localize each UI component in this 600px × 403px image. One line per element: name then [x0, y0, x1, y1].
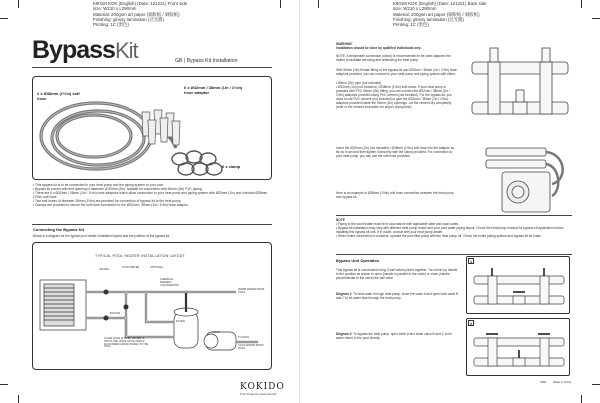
example-paragraph: Here is an example of Ø38mm (1½in) soft hose connection between the heat pump and bypass kit. [336, 191, 454, 199]
made-in-china: Made in China [553, 380, 572, 384]
hose-label: 2 x Ø38mm (1½in) soft hose [37, 91, 80, 101]
installation-layout-diagram [36, 262, 268, 366]
diagram-title: TYPICAL POOL HEATER INSTALLATION LAYOUT [95, 254, 185, 258]
crop-mark [18, 395, 19, 403]
warning-subtitle: Installation should be done by qualified individuals only. [336, 46, 422, 50]
fitting-paragraph: With 50mm (2in) female fitting of the bypass kit and Ø32mm / 38mm (1in / 1½in) hose adaptors provided, you can connect to your heat pump and piping system with either: [336, 68, 457, 76]
product-code: K901 [540, 380, 547, 384]
note-item: • When entire connection is complete, operate the pool filter pump with the heat pump off. Check the entire piping system and bypass kit for leaks. [336, 234, 572, 238]
label-close-valve-note: CLOSE VALVE @ WHEN HEATER IS NOT IN USE. LEAVE VALVE OPEN IF NO FILTERED WATER PASSES TO THE POOL [104, 337, 149, 349]
intro-bullets [33, 183, 273, 208]
hose-adaptors-illustration [138, 108, 198, 148]
diagram-1-caption: Diagram 1: To heat water through heat pump: close the valve A and open both valve B and C to let water flow through the heat pump. [336, 292, 459, 300]
back-page [300, 0, 600, 403]
label-filter: FILTER [176, 320, 185, 323]
valve-diagram-1 [470, 262, 568, 312]
heat-pump-connection-illustration [468, 140, 572, 220]
operation-body: This bypass kit is constructed using 3 ball valves joined together. Turn their top handle to the position as shown to open (handle in parallel to the valve) or close (handle perpendicular to the valve) the ball valve. [336, 268, 458, 280]
installation-notes [336, 222, 572, 238]
crop-mark [592, 384, 600, 385]
print-spec-header: K901M KOK (English) (Date: 121221) Front side size: W210 x L290mm Material: 200gsm art paper (铜版纸 / 铜版纸) Finishing: glossy lamination (过光膜) Printing: 1C (黑色) [93, 1, 188, 28]
clamp-label: 6 x clamp [222, 164, 241, 169]
crop-mark [318, 0, 319, 8]
page-subtitle: GB | Bypass Kit Installation [175, 58, 238, 64]
label-pump: PUMP [212, 331, 220, 334]
connecting-body: Below is a diagram for the typical pool heater installation layout and the position of the bypass kit. [33, 234, 171, 238]
bullet-item: • Two soft hoses of diameter 38mm (1½in) are provided for connection of bypass kit to the heat pump. [33, 199, 273, 203]
label-flow-meter: FLOW METER [122, 266, 140, 269]
label-valves: VALVES [99, 268, 109, 271]
step-1-badge: 1 [469, 259, 473, 264]
adaptor-label: 6 x Ø32mm / 38mm (1in / 1½in) hose adaptor [184, 85, 243, 95]
option-item: • Ø32mm (1in) (not included) / Ø38mm (1½in) soft hoses. If your heat pump is provided with PVC 50mm (2in) fitting, you can connect the Ø32mm / 38mm (1in / 1½in) adaptors provided using PVC cement (not included). For the bypass kit, you need to use PVC cement (not included) to glue the Ø32mm / 38mm (1in / 1½in) adaptors provided inside the 50mm (2in) openings. Let the cement dry completely (refer to the cement instruction for proper drying time). [336, 85, 458, 109]
label-chemical-feeder: CHEMICAL FEEDER / CHLORINATOR [160, 278, 179, 287]
note-item: • Piping to the pool heater must be in accordance with applicable state and local codes. [336, 222, 572, 226]
bullet-item: • Bypass kit comes with end opening in diameter of 50mm (2in), suitable for connection with 50mm (2in) PVC piping. [33, 187, 273, 191]
warning-title: WARNING! [336, 42, 353, 46]
connecting-heading: Connecting the Bypass Kit [33, 227, 84, 232]
operation-heading: Bypass Unit Operation [336, 258, 380, 263]
bullet-item: • This bypass kit is to be connected to your heat pump and the piping system to your pool. [33, 183, 273, 187]
title-divider [32, 67, 272, 68]
kokido-tagline: Pool Products International [240, 392, 277, 396]
bypass-kit-top-illustration [468, 40, 572, 135]
option-item: • 50mm (2in) pipe (not included) [336, 81, 458, 85]
diagram-2-caption: Diagram 2: To bypass the heat pump, open valve A and close valve B and C to let water return to the pool directly. [336, 332, 452, 340]
label-optional: OPTIONAL [150, 266, 164, 269]
crop-mark [581, 0, 582, 8]
operation-divider [336, 254, 572, 255]
note-item: • Bypass kit installation may vary with different heat pump model and your pool water piping layout. Check the heat pump manual for bypass kit application before installing this bypass kit unit. If in doubt, consult with your heat pump dealer. [336, 226, 572, 234]
connection-options [336, 81, 458, 109]
crop-mark [592, 18, 600, 19]
print-spec-header: K901M KOK (English) (Date: 121221) Back side size: W210 x L290mm Material: 200gsm art paper (铜版纸 / 铜版纸) Finishing: glossy lamination (过光膜) Printing: 1C (黑色) [393, 1, 487, 28]
crop-mark [0, 384, 8, 385]
clamps-illustration [170, 145, 240, 177]
label-to-pool: TO POOL [238, 336, 250, 339]
valve-diagram-2 [470, 324, 568, 374]
union-note: NOTE: A detachable connection (union) is recommended to be used adjacent the heater to facilitate servicing and winterizing the heat pump. [336, 54, 451, 62]
kokido-logo: KOKIDO [240, 382, 285, 392]
hose-insert-paragraph: Insert the Ø32mm (1in) (not included) / Ø38mm (1½in) soft hose into the adaptor as far as it can and then tighten it securely with the clamp provided. For connection to your heat pump, you can use the soft hose provided. [336, 146, 454, 158]
label-bypass: BYPASS [110, 312, 121, 315]
label-warm-water: WARM WATER FROM POOL [238, 288, 265, 294]
bullet-item: • Clamps are provided to secure the soft hose connection to the Ø32mm / 38mm (1in / 1½in) hose adaptor. [33, 203, 273, 207]
section-divider [32, 224, 272, 225]
page-title: BypassKit [32, 36, 138, 64]
step-2-badge: 2 [469, 321, 473, 326]
note-divider [336, 215, 572, 216]
note-title: NOTE [336, 218, 345, 222]
crop-mark [581, 395, 582, 403]
crop-mark [0, 18, 8, 19]
crop-mark [280, 0, 281, 8]
label-cold-water: COLD WATER FROM POOL [238, 344, 264, 350]
crop-mark [18, 0, 19, 8]
bullet-item: • There are 6 x Ø32mm / 38mm (1in / 1½in) hose adaptors which allow connection to your heat pump and piping system with Ø32mm (1in) and included Ø38mm (1½in) soft hose. [33, 191, 273, 199]
